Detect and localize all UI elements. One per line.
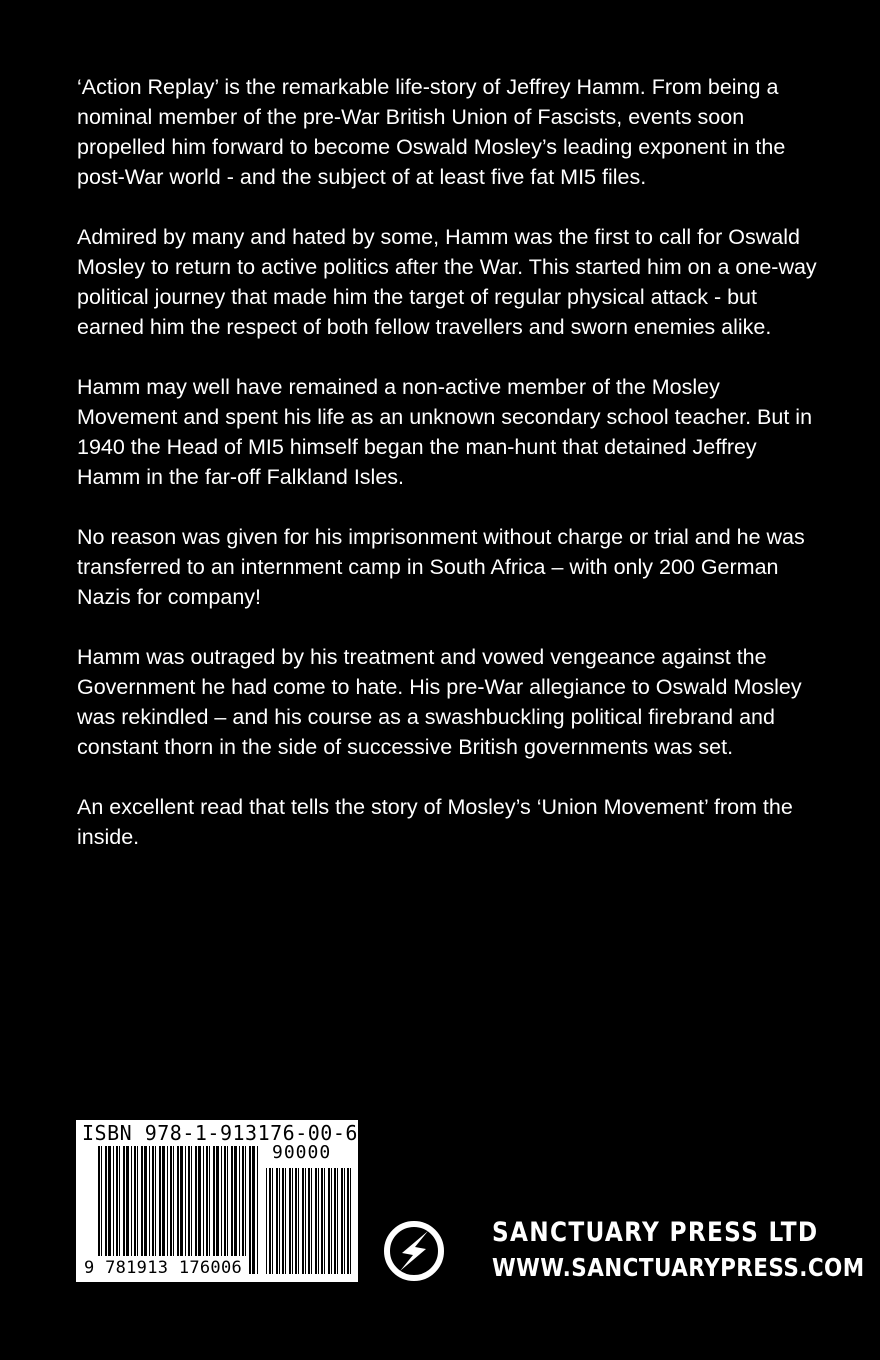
blurb-paragraph-3: Hamm may well have remained a non-active member of the Mosley Movement and spent his life as an unknown secondary school teacher. But in 1940 the Head of MI5 himself began the man-hunt that detained Jeffrey Hamm in the far-off Falkland Isles. — [77, 375, 813, 489]
isbn-barcode — [76, 1120, 358, 1282]
publisher-info — [492, 1215, 865, 1285]
addon-barcode-bars — [266, 1168, 352, 1274]
back-cover-blurb — [77, 72, 822, 882]
blurb-paragraph-2: Admired by many and hated by some, Hamm was the first to call for Oswald Mosley to return to active politics after the War. This started him on a one-way political journey that made him the target of regular physical attack - but earned him the respect of both fellow travellers and sworn enemies alike. — [77, 225, 817, 339]
publisher-url: WWW.SANCTUARYPRESS.COM — [492, 1253, 865, 1282]
ean-barcode-bars — [98, 1146, 258, 1274]
flash-and-circle-icon — [382, 1219, 446, 1283]
isbn-label: ISBN 978-1-913176-00-6 — [82, 1121, 358, 1145]
price-addon-digits: 90000 — [272, 1142, 332, 1163]
ean-digits: 9 781913 176006 — [80, 1256, 246, 1280]
blurb-paragraph-4: No reason was given for his imprisonment without charge or trial and he was transferred to an internment camp in South Africa – with only 200 German Nazis for company! — [77, 525, 805, 609]
blurb-paragraph-1: ‘Action Replay’ is the remarkable life-story of Jeffrey Hamm. From being a nominal member of the pre-War British Union of Fascists, events soon propelled him forward to become Oswald Mosley’s leading exponent in the post-War world - and the subject of at least five fat MI5 files. — [77, 75, 786, 189]
blurb-paragraph-5: Hamm was outraged by his treatment and vowed vengeance against the Government he had come to hate. His pre-War allegiance to Oswald Mosley was rekindled – and his course as a swashbuckling political firebrand and constant thorn in the side of successive British governments was set. — [77, 645, 802, 759]
publisher-name: SANCTUARY PRESS LTD — [492, 1217, 819, 1248]
blurb-paragraph-6: An excellent read that tells the story of Mosley’s ‘Union Movement’ from the inside. — [77, 795, 793, 849]
